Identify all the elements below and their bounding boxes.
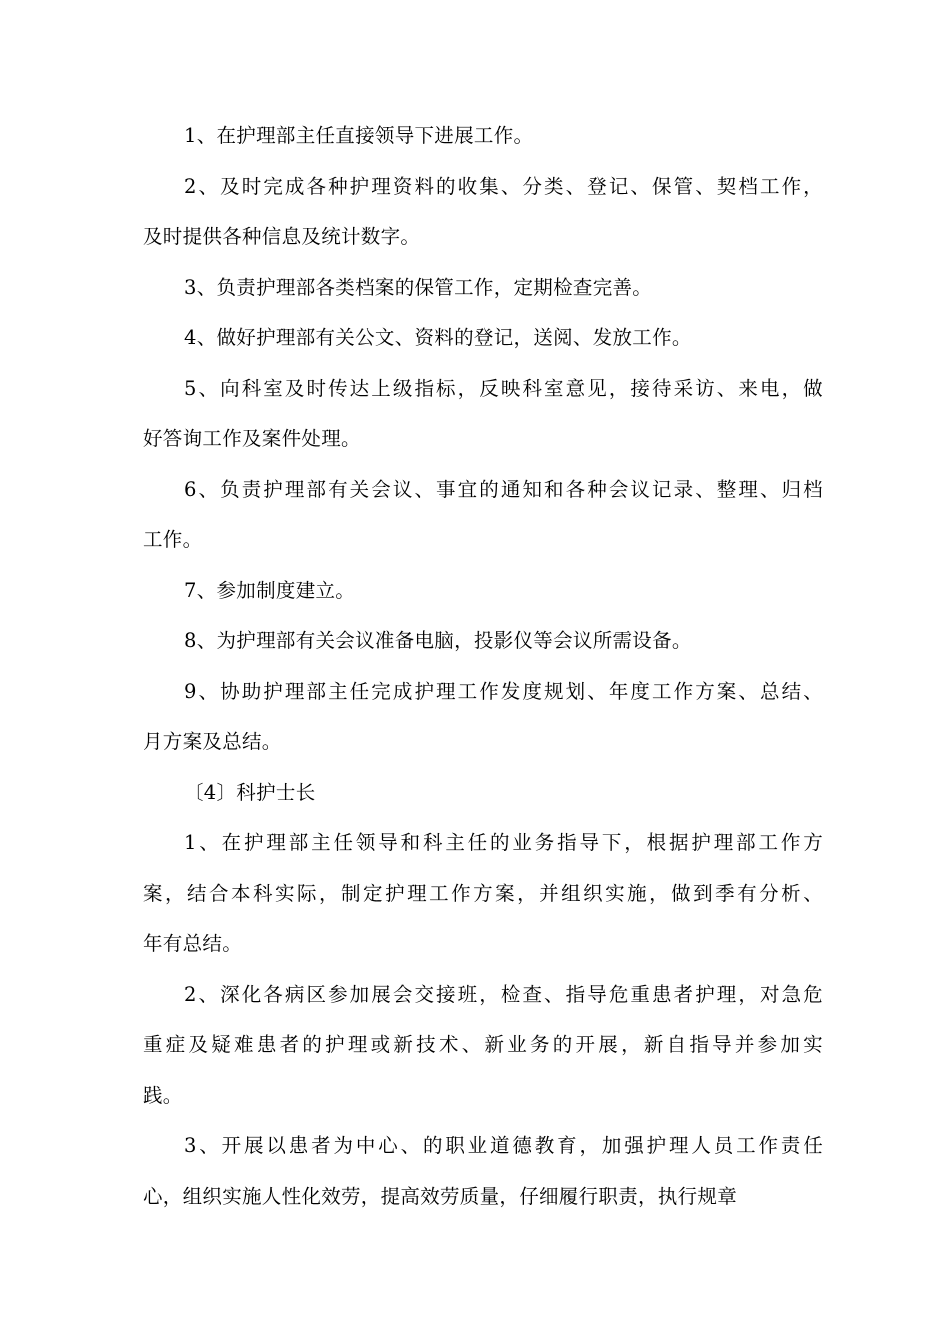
section-heading-text: 〔4〕科护士长 xyxy=(184,780,316,804)
paragraph-line: 年有总结。 xyxy=(143,932,243,955)
paragraph-line: 心，组织实施人性化效劳，提高效劳质量，仔细履行职责，执行规章 xyxy=(143,1184,738,1208)
paragraph-9 xyxy=(143,667,823,768)
paragraph-line: 工作。 xyxy=(143,528,203,551)
paragraph-7 xyxy=(143,566,823,617)
paragraph-line: 2、深化各病区参加展会交接班，检查、指导危重患者护理，对急危 xyxy=(184,982,823,1006)
paragraph-line: 7、参加制度建立。 xyxy=(184,578,356,602)
paragraph-line: 好答询工作及案件处理。 xyxy=(143,427,361,450)
paragraph-line: 重症及疑难患者的护理或新技术、新业务的开展，新自指导并参加实 xyxy=(143,1033,823,1056)
paragraph-line: 1、在护理部主任领导和科主任的业务指导下，根据护理部工作方 xyxy=(184,831,823,854)
paragraph-line: 1、在护理部主任直接领导下进展工作。 xyxy=(184,124,534,147)
paragraph-line: 3、开展以患者为中心、的职业道德教育，加强护理人员工作责任 xyxy=(184,1134,823,1157)
paragraph-line: 案，结合本科实际，制定护理工作方案，并组织实施，做到季有分析、 xyxy=(143,881,823,905)
paragraph-4 xyxy=(143,313,823,364)
paragraph-3 xyxy=(143,263,823,314)
paragraph-2 xyxy=(143,162,823,263)
paragraph-line: 9、协助护理部主任完成护理工作发度规划、年度工作方案、总结、 xyxy=(184,679,823,703)
paragraph-6 xyxy=(143,465,823,566)
paragraph-8 xyxy=(143,616,823,667)
paragraph-10 xyxy=(143,818,823,970)
paragraph-5 xyxy=(143,364,823,465)
paragraph-line: 8、为护理部有关会议准备电脑，投影仪等会议所需设备。 xyxy=(184,629,692,652)
paragraph-12 xyxy=(143,1121,823,1222)
document-body xyxy=(143,111,823,1222)
paragraph-line: 6、负责护理部有关会议、事宜的通知和各种会议记录、整理、归档 xyxy=(184,477,823,501)
paragraph-line: 践。 xyxy=(143,1083,183,1107)
paragraph-11 xyxy=(143,970,823,1122)
paragraph-line: 4、做好护理部有关公文、资料的登记，送阅、发放工作。 xyxy=(184,326,692,349)
section-heading xyxy=(143,768,823,819)
paragraph-1 xyxy=(143,111,823,162)
paragraph-line: 月方案及总结。 xyxy=(143,730,282,753)
paragraph-line: 5、向科室及时传达上级指标，反映科室意见，接待采访、来电，做 xyxy=(184,376,823,400)
paragraph-line: 3、负责护理部各类档案的保管工作，定期检查完善。 xyxy=(184,275,653,299)
paragraph-line: 及时提供各种信息及统计数字。 xyxy=(143,225,421,248)
paragraph-line: 2、及时完成各种护理资料的收集、分类、登记、保管、契档工作， xyxy=(184,174,823,198)
